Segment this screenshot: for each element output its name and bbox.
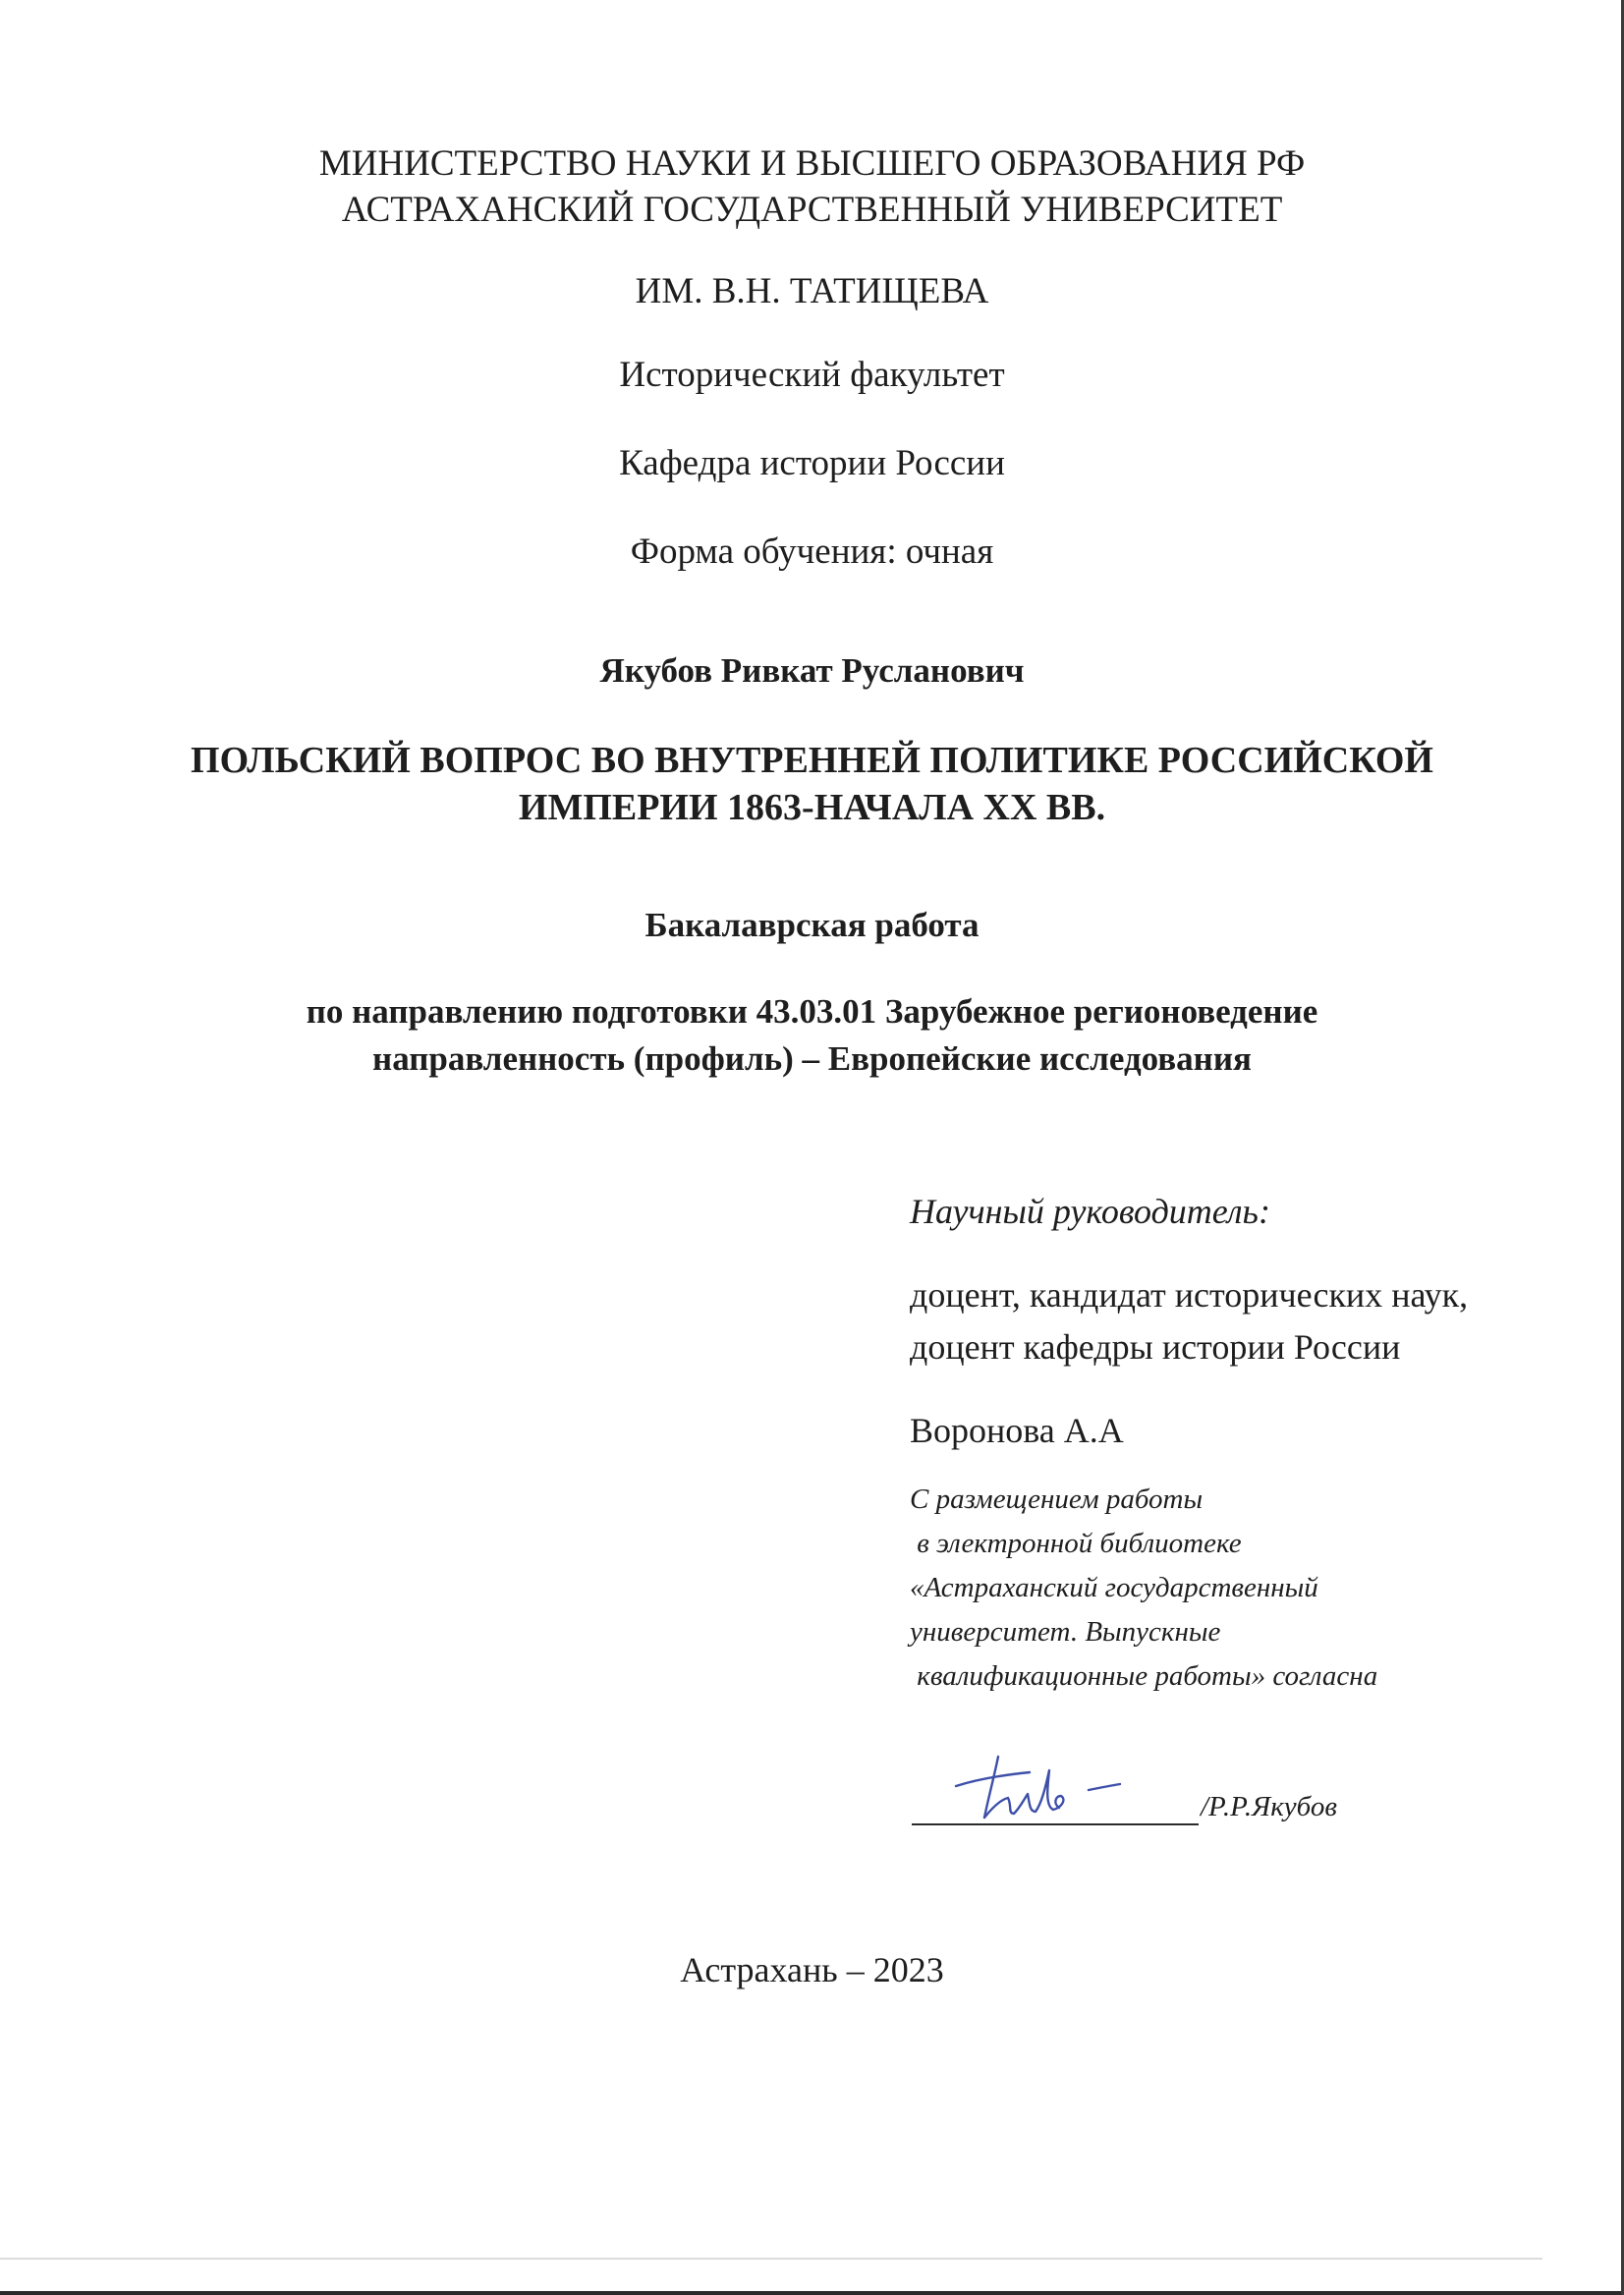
faculty-label: Исторический факультет <box>619 355 1005 395</box>
university-heading: АСТРАХАНСКИЙ ГОСУДАРСТВЕННЫЙ УНИВЕРСИТЕТ <box>341 190 1283 230</box>
scan-artifact-line <box>0 2258 1542 2260</box>
supervisor-title-line-1: доцент, кандидат исторических наук, <box>910 1275 1469 1315</box>
handwritten-signature <box>951 1749 1128 1827</box>
signature-line <box>912 1823 1199 1825</box>
thesis-title-line-1: ПОЛЬСКИЙ ВОПРОС ВО ВНУТРЕННЕЙ ПОЛИТИКЕ РОССИЙСКОЙ <box>191 740 1433 781</box>
direction-line-1: по направлению подготовки 43.03.01 Зарубежное регионоведение <box>306 992 1318 1031</box>
consent-line-4: университет. Выпускные <box>910 1616 1221 1648</box>
scan-edge-bottom <box>0 2291 1624 2295</box>
university-named-after: ИМ. В.Н. ТАТИЩЕВА <box>635 271 989 311</box>
consent-line-3: «Астраханский государственный <box>910 1572 1318 1603</box>
consent-line-5: квалификационные работы» согласна <box>910 1660 1378 1692</box>
direction-line-2: направленность (профиль) – Европейские исследования <box>372 1039 1252 1078</box>
ministry-heading: МИНИСТЕРСТВО НАУКИ И ВЫСШЕГО ОБРАЗОВАНИЯ РФ <box>318 143 1306 184</box>
consent-line-2: в электронной библиотеке <box>910 1528 1242 1559</box>
consent-line-1: С размещением работы <box>910 1483 1204 1515</box>
supervisor-title-line-2: доцент кафедры истории России <box>910 1327 1401 1367</box>
supervisor-name: Воронова А.А <box>910 1411 1124 1450</box>
department-label: Кафедра истории России <box>619 443 1005 483</box>
work-type: Бакалаврская работа <box>644 906 980 944</box>
thesis-title-line-2: ИМПЕРИИ 1863-НАЧАЛА XX ВВ. <box>518 787 1106 828</box>
supervisor-heading: Научный руководитель: <box>910 1192 1270 1231</box>
study-form-label: Форма обучения: очная <box>630 532 994 572</box>
city-year: Астрахань – 2023 <box>680 1950 944 1989</box>
author-name: Якубов Ривкат Русланович <box>599 651 1025 690</box>
signature-name: /Р.Р.Якубов <box>1201 1791 1337 1822</box>
